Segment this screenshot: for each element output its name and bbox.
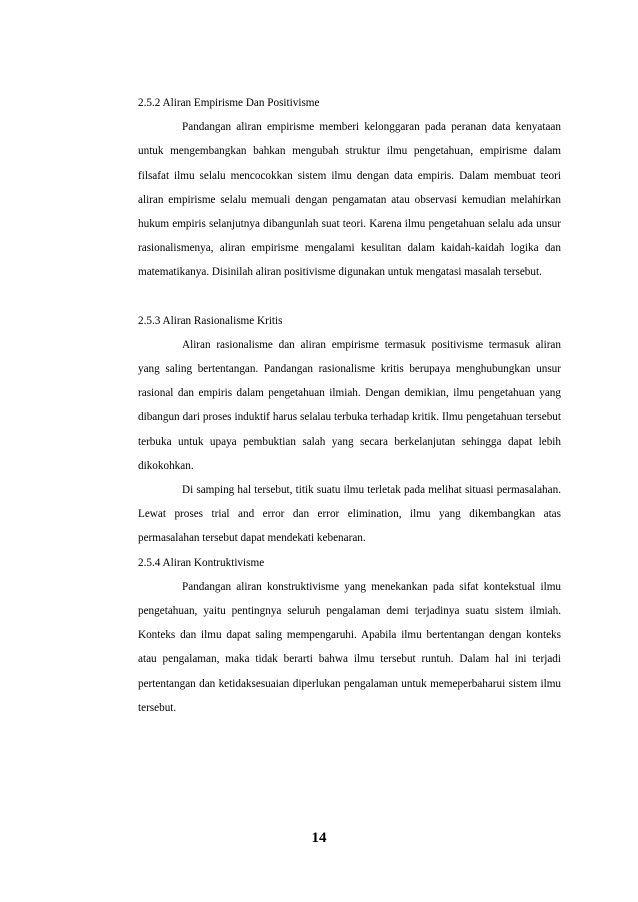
page-number: 14	[311, 830, 327, 846]
section-2-5-3	[138, 309, 561, 551]
section-paragraph: Pandangan aliran empirisme memberi kelonggaran pada peranan data kenyataan untuk mengembangkan bahkan mengubah struktur ilmu pengetahuan, empirisme dalam filsafat ilmu selalu mencocokkan sistem ilmu dengan data empiris. Dalam membuat teori aliran empirisme selalu memuali dengan pengamatan atau observasi kemudian melahirkan hukum empiris selanjutnya dibangunlah suat teori. Karena ilmu pengetahuan selalu ada unsur rasionalismenya, aliran empirisme mengalami kesulitan dalam kaidah-kaidah logika dan matematikanya. Disinilah aliran positivisme digunakan untuk mengatasi masalah tersebut.	[138, 121, 561, 279]
section-heading: 2.5.2 Aliran Empirisme Dan Positivisme	[138, 97, 320, 109]
section-paragraph: Di samping hal tersebut, titik suatu ilmu terletak pada melihat situasi permasalahan. Lewat proses trial and error dan error elimination, ilmu yang dikembangkan atas permasalahan tersebut dapat mendekati kebenaran.	[138, 484, 561, 545]
section-heading: 2.5.4 Aliran Kontruktivisme	[138, 556, 265, 569]
section-2-5-2	[138, 91, 561, 285]
section-paragraph: Aliran rasionalisme dan aliran empirisme termasuk positivisme termasuk aliran yang saling bertentangan. Pandangan rasionalisme kritis berupaya menghubungkan unsur rasional dan empiris dalam pengetahuan ilmiah. Dengan demikian, ilmu pengetahuan yang dibangun dari proses induktif harus selalau terbuka terhadap kritik. Ilmu pengetahuan tersebut terbuka untuk upaya pembuktian salah yang secara berkelanjutan sehingga dapat lebih dikokohkan.	[138, 338, 561, 472]
section-2-5-4	[138, 551, 561, 720]
section-heading: 2.5.3 Aliran Rasionalisme Kritis	[138, 314, 283, 327]
section-spacer	[138, 285, 561, 309]
section-paragraph: Pandangan aliran konstruktivisme yang menekankan pada sifat kontekstual ilmu pengetahuan, yaitu pentingnya seluruh pengalaman demi terjadinya suatu sistem ilmiah. Konteks dan ilmu dapat saling mempengaruhi. Apabila ilmu bertentangan dengan konteks atau pengalaman, maka tidak berarti bahwa ilmu tersebut runtuh. Dalam hal ini terjadi pertentangan dan ketidaksesuaian diperlukan pengalaman untuk memeperbaharui sistem ilmu tersebut.	[138, 580, 561, 714]
page-content	[138, 91, 561, 720]
